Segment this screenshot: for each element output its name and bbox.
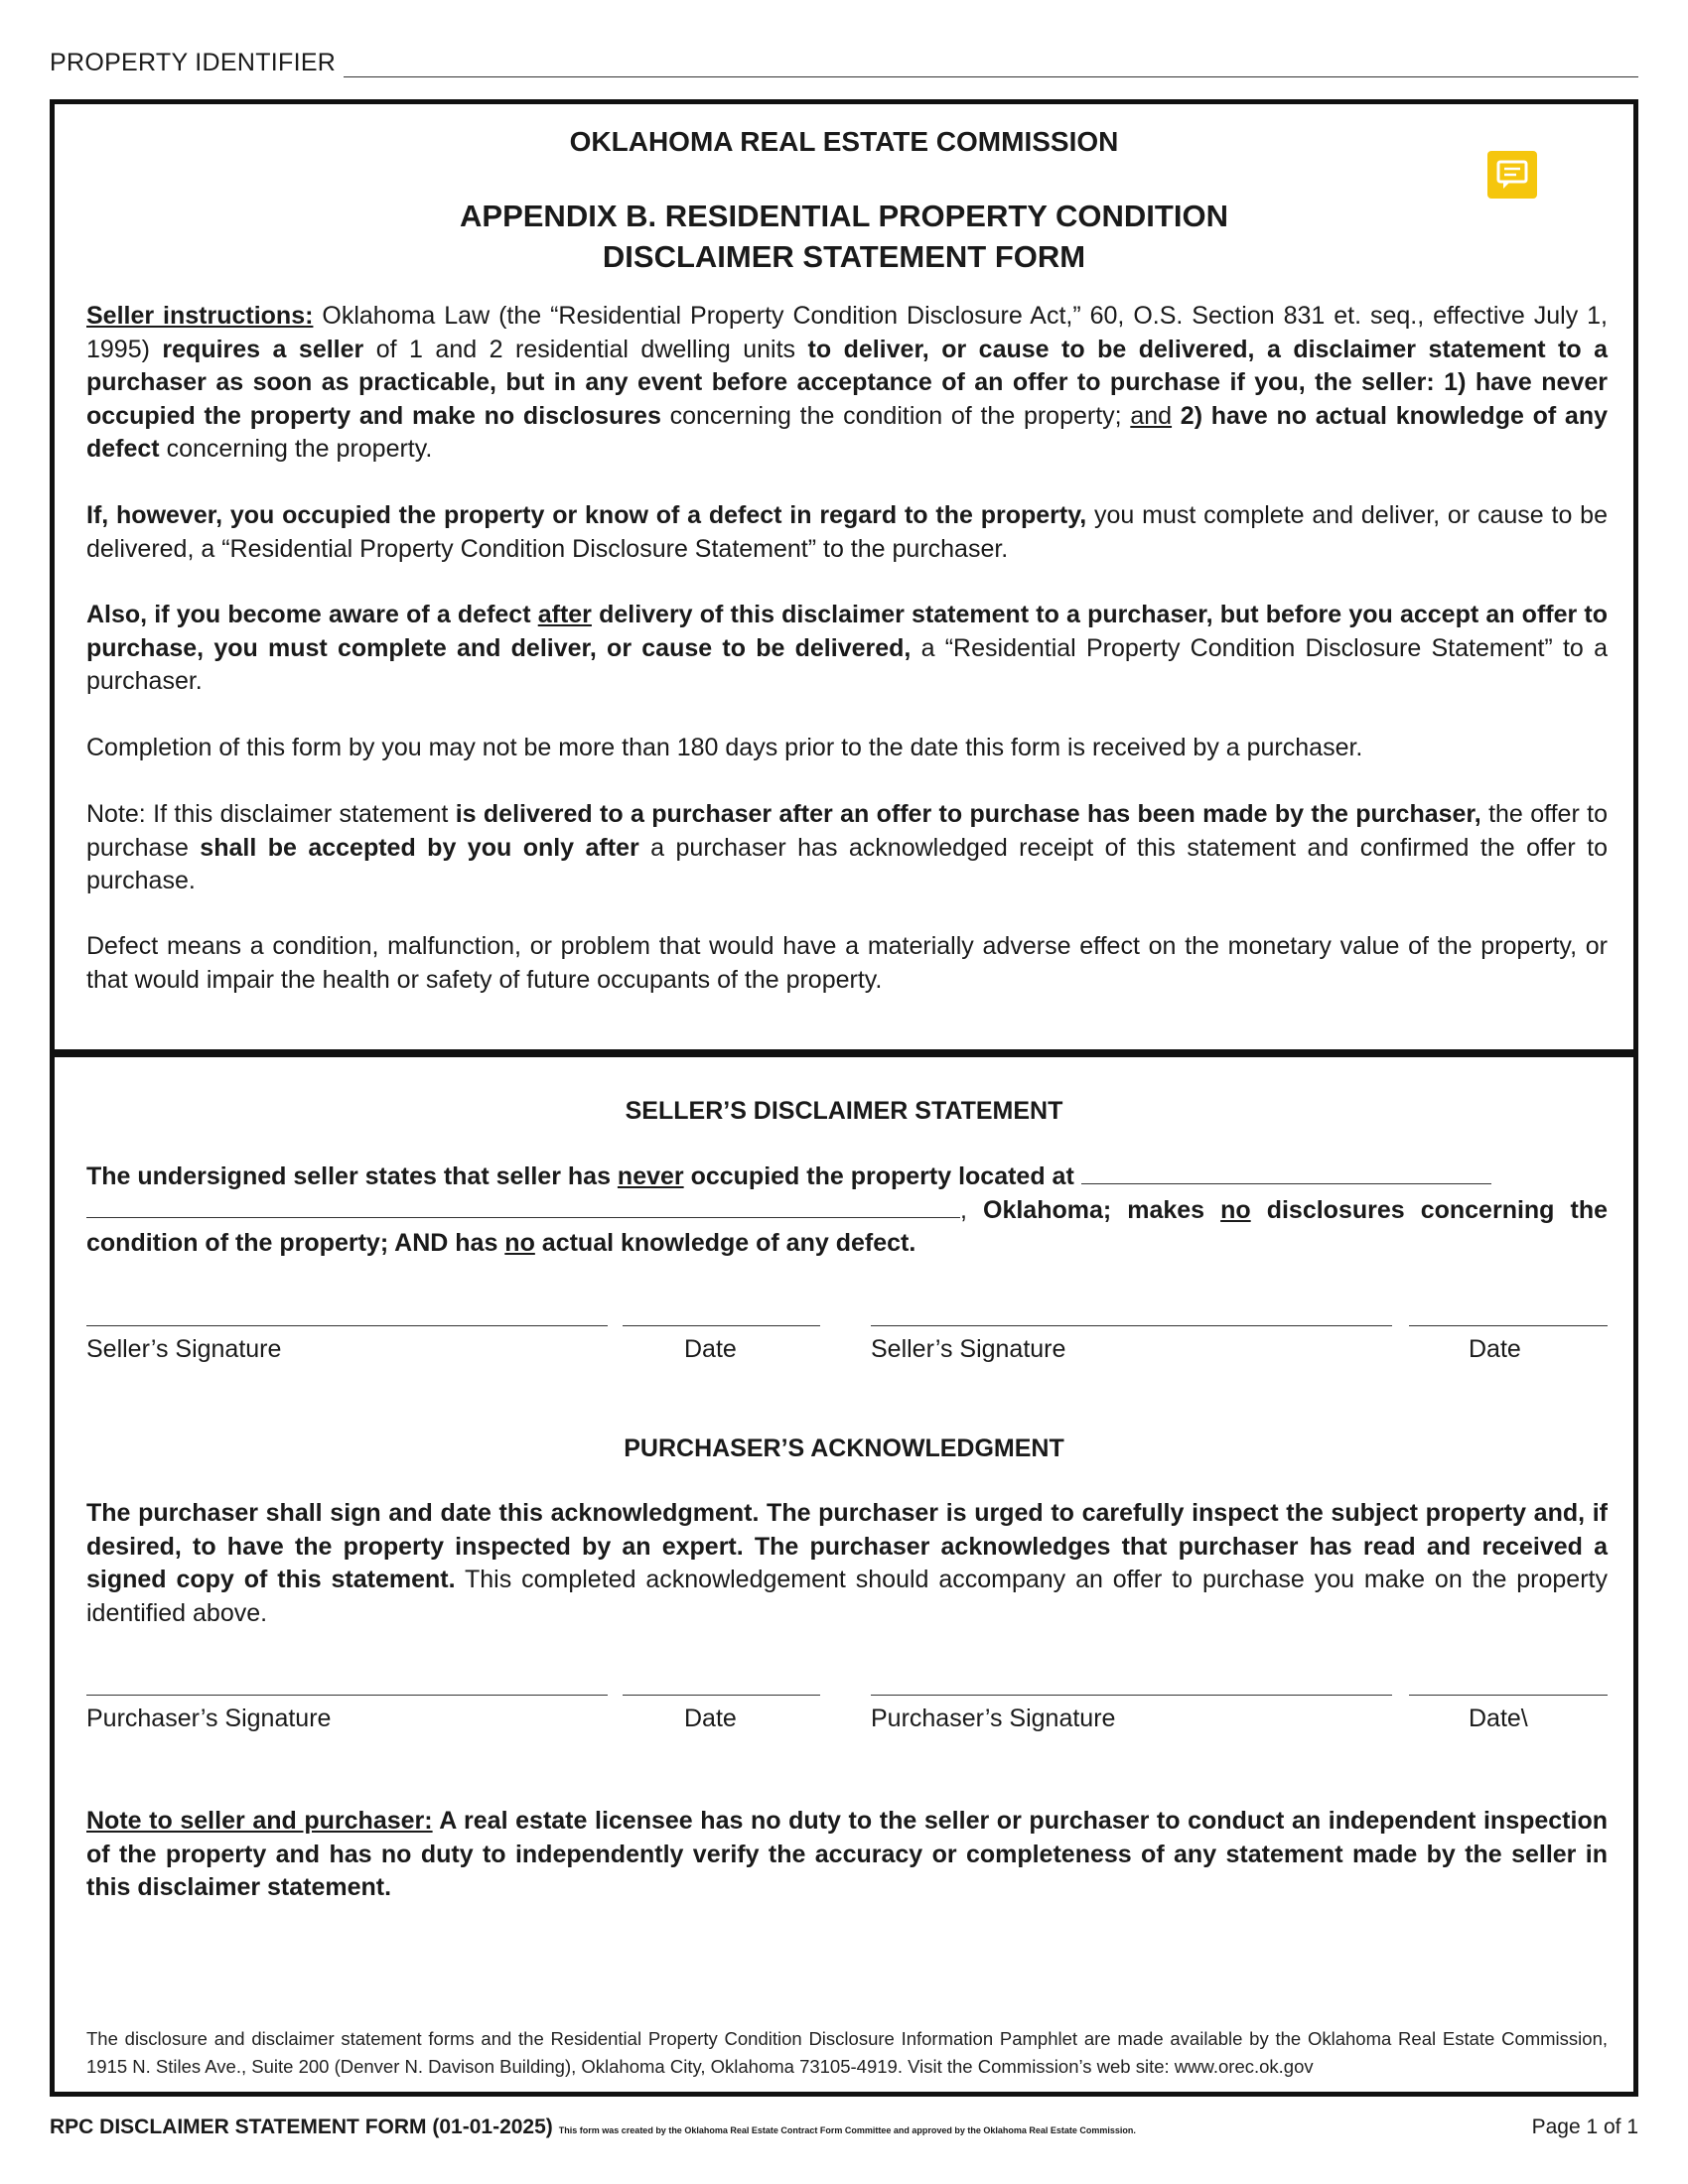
instructions-box xyxy=(50,99,1638,1052)
purchaser-signature-field-2[interactable] xyxy=(871,1695,1392,1696)
text: concerning the condition of the property; xyxy=(660,401,1131,430)
text: a purchaser has acknowledged receipt of this statement and confirmed the offer to purchase. xyxy=(86,833,1608,894)
text: The undersigned seller states that seller has xyxy=(86,1162,618,1190)
seller-date-label-2: Date xyxy=(1469,1335,1521,1363)
text-bold: Also, if you become aware of a defect xyxy=(86,601,538,628)
text: , xyxy=(960,1195,967,1224)
form-name: RPC DISCLAIMER STATEMENT FORM (01-01-2025) xyxy=(50,2116,553,2138)
text: occupied the property located at xyxy=(683,1162,1081,1190)
seller-statement-paragraph xyxy=(86,1160,1608,1261)
purchaser-signature-label-2: Purchaser’s Signature xyxy=(871,1705,1116,1732)
text: of 1 and 2 residential dwelling units xyxy=(363,335,808,363)
note-paragraph xyxy=(86,798,1608,898)
text-bold: The purchaser shall sign and date this acknowledgment. The purchaser is urged to carefully inspect the subject property and, if desired, to have the property inspected by an expert. The purchaser acknowledges that purchaser has read and received a signed copy of this statement. xyxy=(86,1499,1608,1593)
text: actual knowledge of any defect. xyxy=(534,1229,916,1257)
text-bold: shall be accepted by you only after xyxy=(200,833,639,862)
text-bold: is delivered to a purchaser after an offer to purchase has been made by the purchaser, xyxy=(455,800,1481,828)
text-underline: no xyxy=(1220,1195,1251,1224)
property-location-field-2[interactable] xyxy=(86,1194,960,1218)
text: concerning the property. xyxy=(159,435,433,463)
text-bold: If, however, you occupied the property or know of a defect in regard to the property, xyxy=(86,501,1087,529)
occupied-paragraph xyxy=(86,499,1608,566)
aware-defect-paragraph xyxy=(86,599,1608,699)
purchaser-acknowledgment-heading: PURCHASER’S ACKNOWLEDGMENT xyxy=(624,1434,1064,1462)
text-bold: to deliver, or cause to be delivered, a disclaimer statement to a purchaser as soon as practicable, but in any event before acceptance of an offer to purchase if you, the seller: 1) have never occupied the property and make no disclosures xyxy=(86,335,1608,430)
purchaser-date-field-2[interactable] xyxy=(1409,1695,1608,1696)
completion-paragraph: Completion of this form by you may not be more than 180 days prior to the date this form is received by a purchaser. xyxy=(86,734,1363,761)
property-identifier-label: PROPERTY IDENTIFIER xyxy=(50,49,337,76)
statement-box xyxy=(50,1052,1638,2097)
text-underline: never xyxy=(617,1162,684,1190)
seller-signature-label-1: Seller’s Signature xyxy=(86,1335,282,1363)
property-identifier-field[interactable] xyxy=(344,52,1638,77)
property-identifier-row xyxy=(50,44,1638,77)
property-location-field-1[interactable] xyxy=(1081,1160,1491,1184)
purchaser-date-label-2: Date\ xyxy=(1469,1705,1528,1732)
purchaser-date-label-1: Date xyxy=(684,1705,737,1732)
seller-signature-label-2: Seller’s Signature xyxy=(871,1335,1066,1363)
text: A real estate licensee has no duty to the seller or purchaser to conduct an independent inspection of the property and has no duty to independently verify the accuracy or completeness of any statement made by the seller in this disclaimer statement. xyxy=(86,1807,1608,1901)
text-underline: no xyxy=(504,1229,535,1257)
form-title-line1: APPENDIX B. RESIDENTIAL PROPERTY CONDITION xyxy=(460,199,1228,233)
purchaser-signature-field-1[interactable] xyxy=(86,1695,608,1696)
seller-date-field-2[interactable] xyxy=(1409,1325,1608,1326)
text-underline: after xyxy=(537,601,592,628)
purchaser-date-field-1[interactable] xyxy=(623,1695,820,1696)
defect-definition-paragraph: Defect means a condition, malfunction, or problem that would have a materially adverse effect on the monetary value of the property, or that would impair the health or safety of future occupants of the property. xyxy=(86,932,1608,994)
page-number: Page 1 of 1 xyxy=(1531,2116,1638,2138)
seller-date-label-1: Date xyxy=(684,1335,737,1363)
text-bold: requires a seller xyxy=(162,335,364,363)
purchaser-acknowledgment-paragraph xyxy=(86,1497,1608,1630)
seller-signature-field-2[interactable] xyxy=(871,1325,1392,1326)
seller-instructions-paragraph xyxy=(86,300,1608,467)
text: a “Residential Property Condition Disclosure Statement” to a purchaser. xyxy=(86,633,1608,695)
text-bold: 2) have no actual knowledge of any defect xyxy=(86,401,1608,463)
text: Oklahoma; makes xyxy=(966,1195,1221,1224)
seller-date-field-1[interactable] xyxy=(623,1325,820,1326)
text: the offer to purchase xyxy=(86,800,1608,862)
commission-heading: OKLAHOMA REAL ESTATE COMMISSION xyxy=(569,126,1119,157)
licensee-note-paragraph xyxy=(86,1805,1608,1905)
comment-icon[interactable] xyxy=(1487,151,1537,199)
text: Oklahoma Law (the “Residential Property Condition Disclosure Act,” 60, O.S. Section 831 et. seq., effective July 1, 1995) xyxy=(86,302,1608,363)
form-title xyxy=(55,196,1633,277)
availability-footer: The disclosure and disclaimer statement forms and the Residential Property Condition Disclosure Information Pamphlet are made available by the Oklahoma Real Estate Commission, 1915 N. Stiles Ave., Suite 200 (Denver N. Davison Building), Oklahoma City, Oklahoma 73105-4919. Visit the Commission’s web site: www.orec.ok.gov xyxy=(86,2028,1608,2077)
form-title-line2: DISCLAIMER STATEMENT FORM xyxy=(602,239,1086,274)
text: This completed acknowledgement should accompany an offer to purchase you make on the property identified above. xyxy=(86,1566,1608,1627)
seller-signature-field-1[interactable] xyxy=(86,1325,608,1326)
text-bold: delivery of this disclaimer statement to a purchaser, but before you accept an offer to purchase, you must complete and deliver, or cause to be delivered, xyxy=(86,601,1609,662)
purchaser-signature-label-1: Purchaser’s Signature xyxy=(86,1705,332,1732)
text: disclosures concerning the condition of the property; AND has xyxy=(86,1195,1608,1257)
seller-disclaimer-heading: SELLER’S DISCLAIMER STATEMENT xyxy=(625,1097,1063,1125)
seller-instructions-label: Seller instructions: xyxy=(86,302,314,330)
form-note: This form was created by the Oklahoma Real Estate Contract Form Committee and approved by the Oklahoma Real Estate Commission. xyxy=(558,2125,1136,2135)
text: Note: If this disclaimer statement xyxy=(86,800,456,828)
form-name-footer xyxy=(50,2116,1136,2139)
text-underline: and xyxy=(1130,401,1173,430)
note-label: Note to seller and purchaser: xyxy=(86,1807,433,1835)
text: you must complete and deliver, or cause to be delivered, a “Residential Property Condition Disclosure Statement” to the purchaser. xyxy=(86,501,1608,563)
